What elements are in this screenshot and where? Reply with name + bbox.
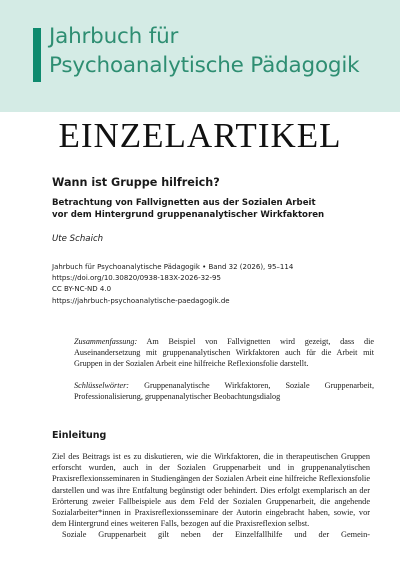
keywords-label: Schlüsselwörter: [74,381,130,390]
article-title: Wann ist Gruppe hilfreich? [52,176,220,189]
article-subtitle-line-1: Betrachtung von Fallvignetten aus der Sozialen Arbeit [52,198,316,208]
keywords-text: Gruppenanalytische Wirkfaktoren, Soziale Gruppenarbeit, Professionalisierung, gruppenanalytischer Beobachtungsdialog [74,381,374,401]
article-metadata [52,262,392,307]
body-text [52,451,370,541]
abstract-label: Zusammenfassung: [74,337,138,346]
journal-website-link[interactable]: https://jahrbuch-psychoanalytische-paedagogik.de [52,296,230,305]
journal-name-line-2: Psychoanalytische Pädagogik [49,53,360,78]
doi-link[interactable]: https://doi.org/10.30820/0938-183X-2026-32-95 [52,274,221,283]
article-author: Ute Schaich [52,234,104,244]
journal-name-line-1: Jahrbuch für [49,24,179,49]
section-heading: Einleitung [52,430,107,441]
article-subtitle-line-2: vor dem Hintergrund gruppenanalytischer Wirkfaktoren [52,210,325,220]
journal-accent-bar [33,28,41,82]
journal-name [49,22,394,80]
body-paragraph-2: Soziale Gruppenarbeit gilt neben der Einzelfallhilfe und der Gemein- [62,530,370,540]
keywords-paragraph [74,380,374,402]
body-paragraph-1: Ziel des Beitrags ist es zu diskutieren, wie die Wirkfaktoren, die in therapeutischen Gruppen erforscht wurden, auch in der Sozialen Gruppenarbeit und in gruppenanalytischen Praxisreflexionsseminaren in Studiengängen der Sozialen Arbeit eine hilfreiche Reflexionsfolie darstellen und was ihre Entfaltung begünstigt oder behindert. Dies erfolgt exemplarisch an der Erörterung zweier Fallbeispiele aus dem Feld der Sozialen Gruppenarbeit, die angehende Sozialarbeiter*innen in Praxisreflexionsseminare der Autorin eingebracht haben, sowie, vor dem Hintergrund eines weiteren Falls, bezogen auf die Praxisreflexion selbst. [52,452,370,529]
abstract-text: Am Beispiel von Fallvignetten wird gezeigt, dass die Auseinandersetzung mit gruppenanalytischen Wirkfaktoren auch für die Arbeit mit Gruppen in der Sozialen Arbeit eine hilfreiche Reflexionsfolie darstellt. [74,337,374,368]
abstract-paragraph [74,336,374,369]
citation-line: Jahrbuch für Psychoanalytische Pädagogik • Band 32 (2026), 95–114 [52,263,294,271]
article-kind-heading: EINZELARTIKEL [58,116,342,155]
license-label: CC BY-NC-ND 4.0 [52,285,112,294]
article-subtitle [52,197,392,221]
abstract-block [74,336,374,413]
